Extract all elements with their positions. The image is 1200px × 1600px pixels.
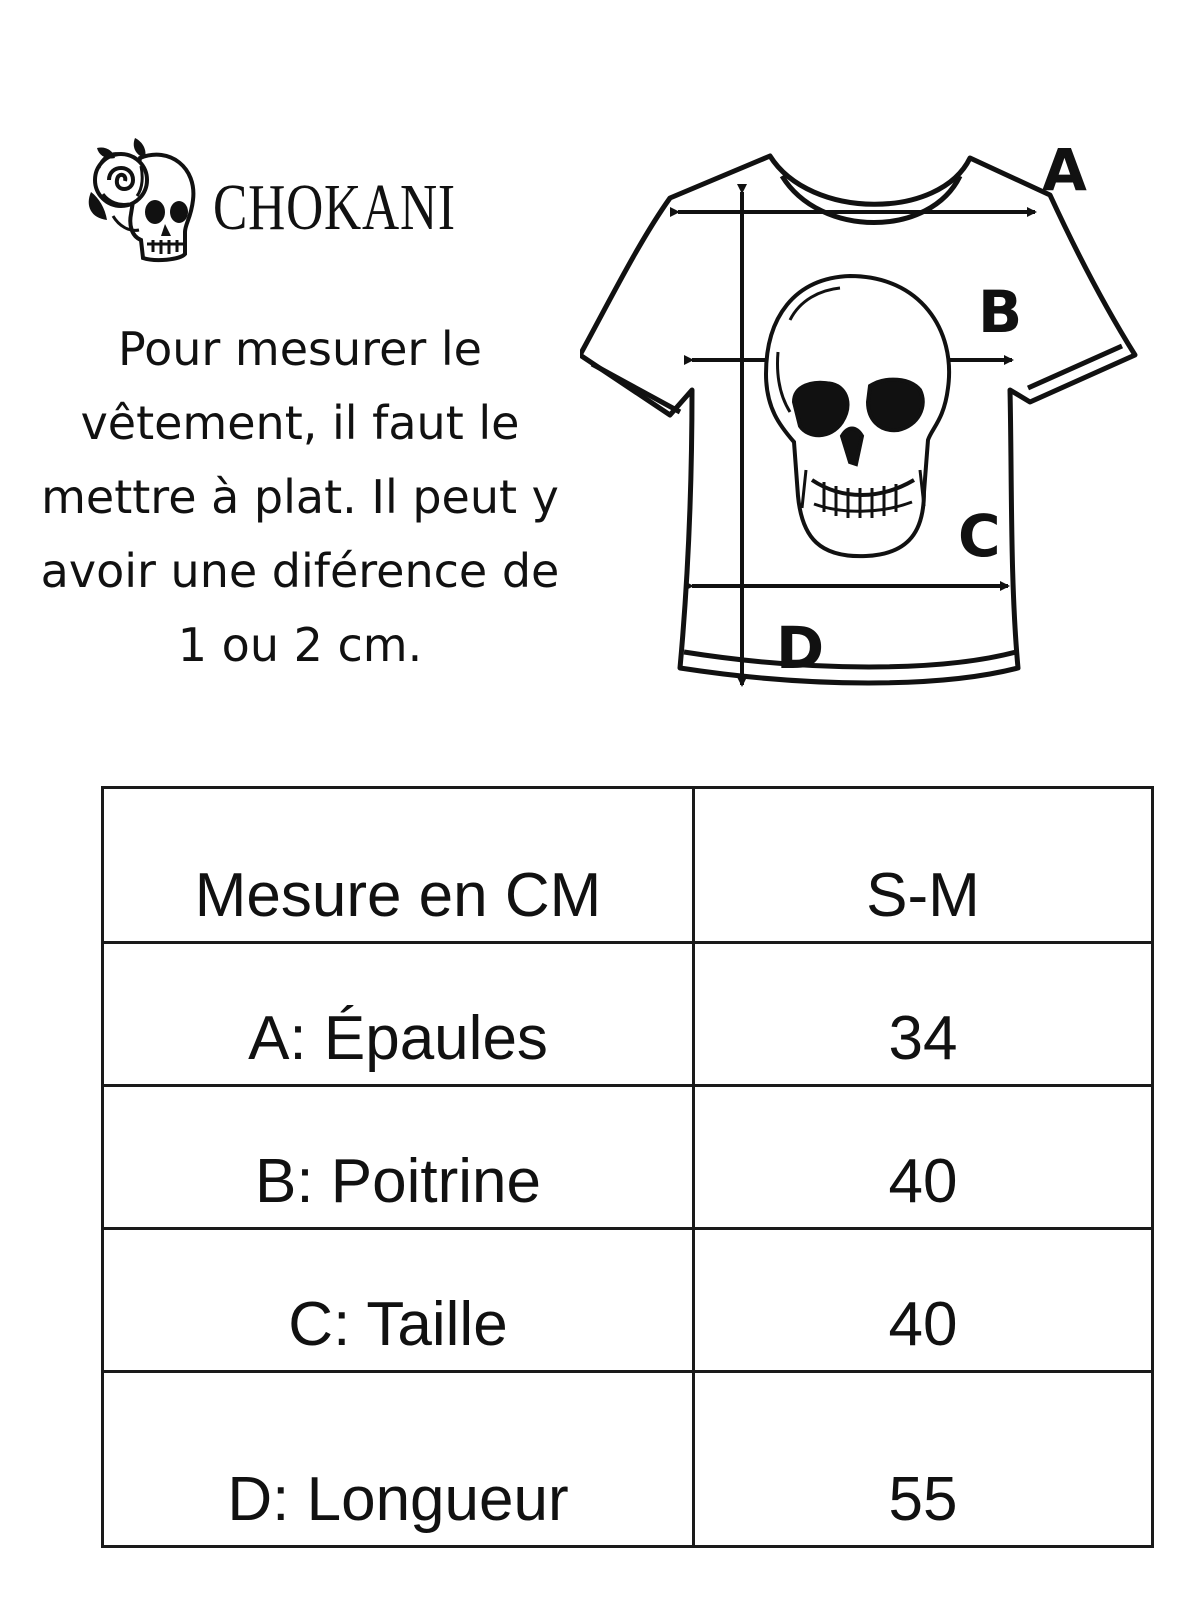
instruction-line: Pour mesurer le — [118, 322, 482, 376]
brand-name: CHOKANI — [213, 171, 456, 244]
table-row — [103, 1086, 1153, 1229]
brand-logo — [85, 128, 505, 268]
table-row — [103, 1372, 1153, 1547]
table-cell: 40 — [694, 1229, 1153, 1372]
instruction-line: 1 ou 2 cm. — [177, 618, 423, 672]
label-b: B — [978, 278, 1023, 346]
table-row — [103, 1229, 1153, 1372]
table-cell: 55 — [694, 1372, 1153, 1547]
label-a: A — [1042, 140, 1087, 204]
instruction-line: avoir une diférence de — [40, 544, 560, 598]
label-c: C — [958, 502, 1001, 570]
table-cell: D: Longueur — [103, 1372, 694, 1547]
tshirt-skull-icon — [580, 140, 1180, 720]
table-header-cell: Mesure en CM — [103, 788, 694, 943]
table-cell: 40 — [694, 1086, 1153, 1229]
skull-rose-icon — [85, 128, 205, 268]
table-row — [103, 943, 1153, 1086]
table-cell: 34 — [694, 943, 1153, 1086]
table-header-cell: S-M — [694, 788, 1153, 943]
tshirt-measurement-diagram — [580, 140, 1180, 720]
table-cell: C: Taille — [103, 1229, 694, 1372]
table-header-row — [103, 788, 1153, 943]
measuring-instructions — [10, 312, 590, 682]
table-cell: A: Épaules — [103, 943, 694, 1086]
label-d: D — [776, 614, 825, 682]
instruction-line: vêtement, il faut le — [80, 396, 520, 450]
table-cell: B: Poitrine — [103, 1086, 694, 1229]
size-table — [101, 786, 1154, 1548]
instruction-line: mettre à plat. Il peut y — [41, 470, 559, 524]
